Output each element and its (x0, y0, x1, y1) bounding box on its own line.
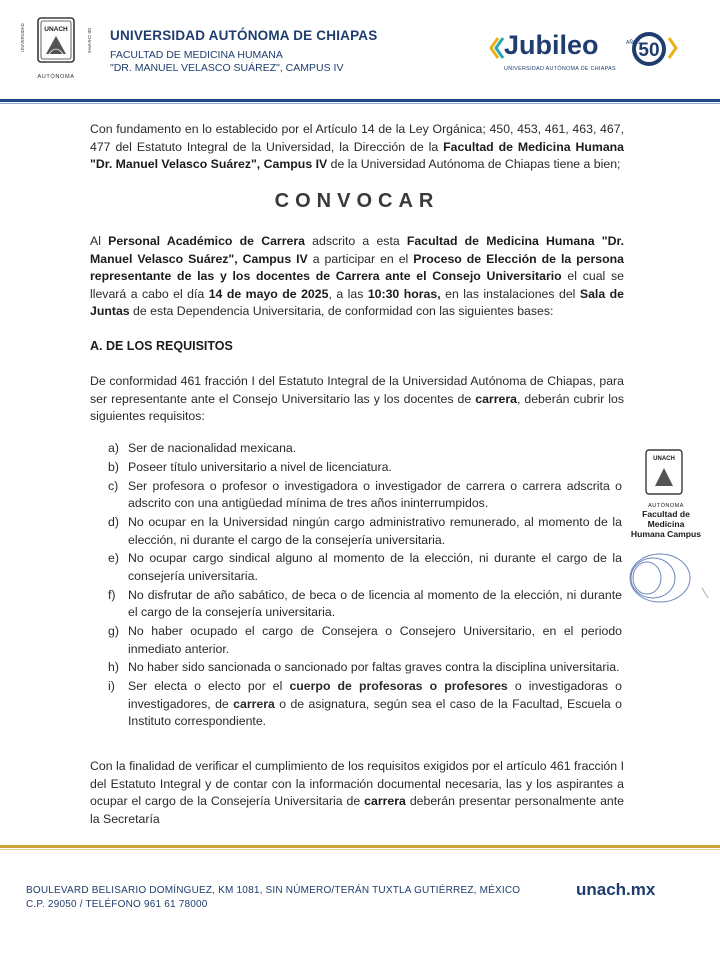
list-item: e) No ocupar cargo sindical alguno al momento de la elección, ni durante el cargo de la consejería universitaria. (108, 551, 622, 583)
faculty-name: FACULTAD DE MEDICINA HUMANA (110, 49, 283, 61)
list-item: d) No ocupar en la Universidad ningún cargo administrativo remunerado, al momento de la elección, ni durante el cargo de la consejería universitaria. (108, 514, 622, 547)
header-divider (0, 99, 720, 102)
seal-ring-left: UNIVERSIDAD (20, 23, 25, 52)
list-item: h) No haber sido sancionada o sancionado por faltas graves contra la disciplina universitaria. (108, 660, 620, 675)
jubileo-subtitle: UNIVERSIDAD AUTÓNOMA DE CHIAPAS (504, 66, 616, 72)
stamp-line-1: AUTÓNOMA (648, 503, 684, 509)
stamp-line-3: Medicina (647, 519, 685, 529)
call-paragraph: Al Personal Académico de Carrera adscrito a esta Facultad de Medicina Humana "Dr. Manuel Velasco Suárez", Campus IV a participar en el Proceso de Elección de la persona representante de las y los docentes de Carrera ante el Consejo Universitario el cual se llevará a cabo el día 14 de mayo de 2025, a las 10:30 horas, en las instalaciones del Sala de Juntas de esta Dependencia Universitaria, de conformidad con las siguientes bases: (90, 234, 624, 319)
unach-seal-logo (16, 14, 96, 84)
footer-phone: C.P. 29050 / TELÉFONO 961 61 78000 (26, 899, 208, 910)
jubileo-years: AÑOS (626, 40, 641, 46)
list-item: c) Ser profesora o profesor o investigadora o investigador de carrera o carrera adscrita o adscrito con una antigüedad mínima de tres años ininterrumpidos. (108, 478, 622, 511)
jubileo-word: Jubileo (504, 30, 599, 60)
faculty-stamp (620, 448, 712, 608)
list-item: a) Ser de nacionalidad mexicana. (108, 441, 297, 455)
list-item: b) Poseer título universitario a nivel de licenciatura. (108, 459, 392, 474)
stamp-line-2: Facultad de (642, 509, 690, 519)
seal-text: UNACH (44, 26, 68, 33)
stamp-line-4: Humana Campus (630, 529, 702, 539)
header-divider-light (0, 103, 720, 104)
verification-paragraph: Con la finalidad de verificar el cumplimiento de los requisitos exigidos por el artículo 461 fracción I del Estatuto Integral y de contar con la información documental necesaria, las y los aspirantes a ocupar el cargo de la Consejería Universitaria de carrera deberán presentar personalmente ante la Secretaría (90, 759, 624, 826)
jubileo-number: 50 (638, 40, 660, 61)
seal-bottom: AUTÓNOMA (37, 74, 75, 80)
jubileo-50-logo (488, 26, 683, 82)
seal-ring-right: DE CHIAPAS (87, 28, 92, 54)
list-item: i) Ser electa o electo por el cuerpo de profesoras o profesores o investigadoras o investigadores, de carrera o de asignatura, según sea el caso de la Facultad, Escuela o Instituto correspondiente. (108, 679, 622, 729)
footer-address: BOULEVARD BELISARIO DOMÍNGUEZ, KM 1081, SIN NÚMERO/TERÁN TUXTLA GUTIÉRREZ, MÉXICO (26, 885, 521, 896)
list-item: g) No haber ocupado el cargo de Consejera o Consejero Universitario, en el periodo inmediato anterior. (108, 624, 622, 656)
stamp-seal-text: UNACH (653, 456, 675, 462)
faculty-campus: "DR. MANUEL VELASCO SUÁREZ", CAMPUS IV (110, 62, 344, 74)
university-name: UNIVERSIDAD AUTÓNOMA DE CHIAPAS (110, 28, 378, 43)
section-heading-requisitos: A. DE LOS REQUISITOS (90, 339, 233, 353)
list-item: f) No disfrutar de año sabático, de beca o de licencia al momento de la elección, ni durante el cargo de la consejería universitaria. (108, 587, 622, 620)
convocar-heading: CONVOCAR (274, 190, 440, 212)
footer-divider-light (0, 849, 720, 850)
footer-website-link[interactable]: unach.mx (576, 880, 656, 899)
requirements-intro: De conformidad 461 fracción I del Estatuto Integral de la Universidad Autónoma de Chiapas, para ser representante ante el Consejo Universitario las y los docentes de carrera, deberán cubrir los siguientes requisitos: (90, 374, 624, 424)
intro-paragraph: Con fundamento en lo establecido por el Artículo 14 de la Ley Orgánica; 450, 453, 461, 463, 467, 477 del Estatuto Integral de la Universidad, la Dirección de la Facultad de Medicina Humana "Dr. Manuel Velasco Suárez", Campus IV de la Universidad Autónoma de Chiapas tiene a bien; (90, 122, 625, 172)
footer-divider (0, 845, 720, 848)
requirements-list (108, 440, 622, 732)
